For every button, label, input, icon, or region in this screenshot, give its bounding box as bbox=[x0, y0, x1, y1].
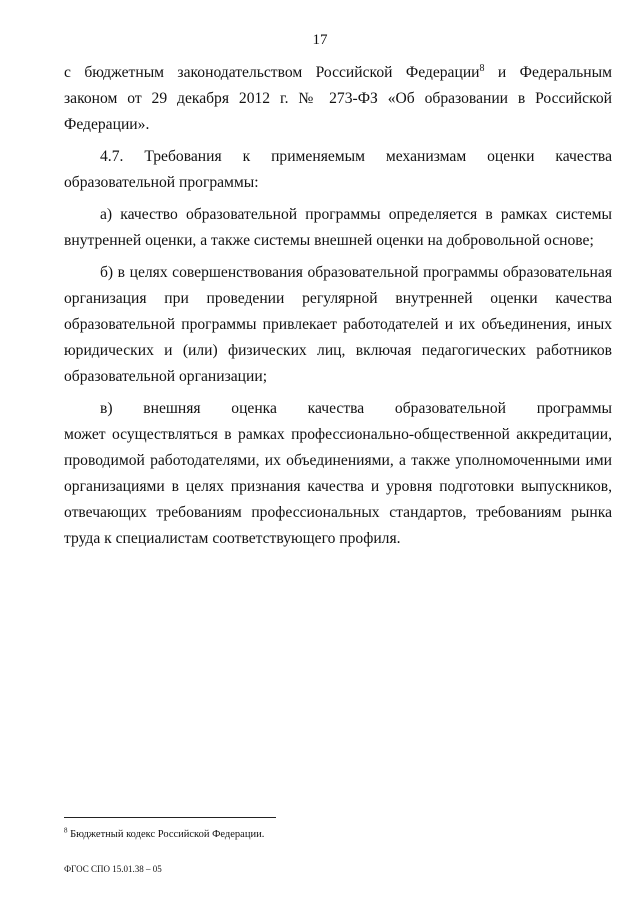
footnote bbox=[64, 828, 264, 842]
paragraph-legislation-end: и Федеральным законом от 29 декабря 2012 г. № 273-ФЗ «Об образовании в Российской Федерации». bbox=[64, 64, 612, 133]
list-item-v-word: в) bbox=[100, 400, 113, 417]
document-body bbox=[64, 60, 612, 552]
list-item-a: а) качество образовательной программы определяется в рамках системы внутренней оценки, а также системы внешней оценки на добровольной основе; bbox=[64, 206, 612, 249]
list-item-b: б) в целях совершенствования образовательной программы образовательная организация при проведении регулярной внутренней оценки качества образовательной программы привлекает работодателей и их объединения, иных юридических и (или) физических лиц, включая педагогических работников образовательной организации; bbox=[64, 264, 612, 385]
footnote-reference: 8 bbox=[479, 62, 485, 74]
section-heading-4-7: 4.7. Требования к применяемым механизмам оценки качества образовательной программы: bbox=[64, 148, 612, 191]
list-item-v-word: качества bbox=[307, 400, 365, 417]
footnote-mark: 8 bbox=[64, 826, 68, 835]
list-item-v bbox=[64, 396, 612, 552]
document-code: ФГОС СПО 15.01.38 – 05 bbox=[64, 864, 162, 874]
list-item-v-continuation: может осуществляться в рамках профессионально-общественной аккредитации, проводимой работодателями, их объединениями, а также уполномоченными ими организациями в целях признания качества и уровня подготовки выпускников, отвечающих требованиям профессиональных стандартов, требованиям рынка труда к специалистам соответствующего профиля. bbox=[64, 426, 612, 547]
list-item-v-word: внешняя bbox=[143, 400, 201, 417]
list-item-v-word: оценка bbox=[231, 400, 277, 417]
list-item-v-first-line bbox=[64, 396, 612, 422]
page-number: 17 bbox=[312, 32, 328, 48]
footnote-text: Бюджетный кодекс Российской Федерации. bbox=[67, 829, 265, 840]
paragraph-legislation-start: с бюджетным законодательством Российской Федерации bbox=[64, 64, 480, 81]
list-item-v-word: образовательной bbox=[394, 400, 507, 417]
list-item-v-word: программы bbox=[536, 400, 612, 417]
paragraph-legislation bbox=[64, 60, 612, 138]
footnote-divider bbox=[64, 817, 276, 818]
